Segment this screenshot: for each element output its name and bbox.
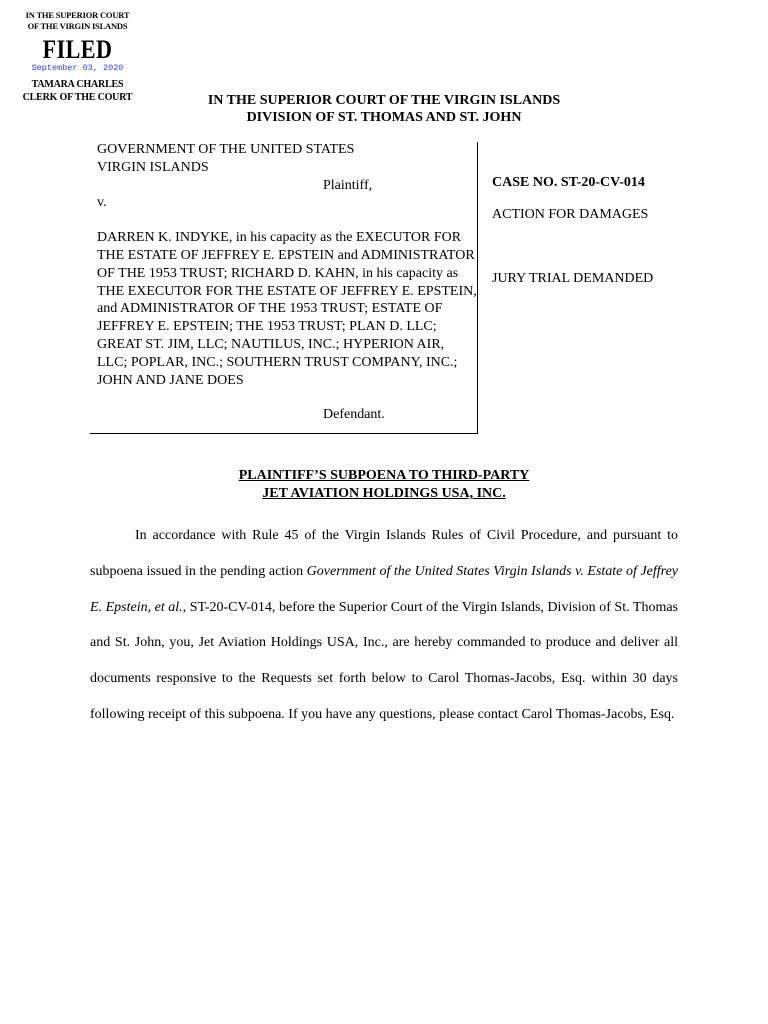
case-caption <box>97 141 477 424</box>
plaintiff-label: Plaintiff, <box>323 177 373 193</box>
plaintiff-line2: VIRGIN ISLANDS <box>97 159 209 175</box>
defendants-list: DARREN K. INDYKE, in his capacity as the EXECUTOR FOR THE ESTATE OF JEFFREY E. EPSTEIN and ADMINISTRATOR OF THE 1953 TRUST; RICHARD D. KAHN, in his capacity as THE EXECUTOR FOR THE ESTATE OF JEFFREY E. EPSTEIN, and ADMINISTRATOR OF THE 1953 TRUST; ESTATE OF JEFFREY E. EPSTEIN; THE 1953 TRUST; PLAN D. LLC; GREAT ST. JIM, LLC; NAUTILUS, INC.; HYPERION AIR, LLC; POPLAR, INC.; SOUTHERN TRUST COMPANY, INC.; JOHN AND JANE DOES <box>97 230 477 388</box>
filing-stamp <box>10 10 145 104</box>
court-heading-line2: DIVISION OF ST. THOMAS AND ST. JOHN <box>246 110 522 125</box>
body-text-part2: ST-20-CV-014, before the Superior Court of the Virgin Islands, Division of St. Thomas and St. John, you, Jet Aviation Holdings USA, Inc., are hereby commanded to produce and deliver all documents responsive to the Requests set forth below to Carol Thomas-Jacobs, Esq. within 30 days following receipt of this subpoena. If you have any questions, please contact Carol Thomas-Jacobs, Esq. <box>90 599 678 722</box>
body-paragraph <box>90 518 678 733</box>
court-heading-line1: IN THE SUPERIOR COURT OF THE VIRGIN ISLANDS <box>207 93 561 108</box>
case-number: CASE NO. ST-20-CV-014 <box>492 175 645 190</box>
defendant-label: Defendant. <box>323 407 385 423</box>
document-title-line1: PLAINTIFF’S SUBPOENA TO THIRD-PARTY <box>238 468 530 483</box>
stamp-clerk-name: TAMARA CHARLES <box>31 79 124 90</box>
document-title-line2: JET AVIATION HOLDINGS USA, INC. <box>262 486 506 501</box>
action-type: ACTION FOR DAMAGES <box>492 207 649 222</box>
stamp-court-line1: IN THE SUPERIOR COURT <box>25 10 130 20</box>
stamp-date: September 03, 2020 <box>31 63 124 73</box>
caption-divider-vertical <box>477 142 478 434</box>
stamp-filed: FILED <box>42 35 113 64</box>
plaintiff-line1: GOVERNMENT OF THE UNITED STATES <box>97 142 355 157</box>
jury-demand: JURY TRIAL DEMANDED <box>492 271 654 286</box>
case-name: Government of the United States Virgin Islands v. Estate of Jeffrey E. Epstein, et al., <box>90 563 679 615</box>
caption-divider-horizontal <box>90 433 478 434</box>
stamp-clerk-title: CLERK OF THE COURT <box>22 92 133 103</box>
versus: v. <box>97 195 107 211</box>
stamp-court-line2: OF THE VIRGIN ISLANDS <box>27 21 128 31</box>
body-text-part1: In accordance with Rule 45 of the Virgin Islands Rules of Civil Procedure, and pursuant to subpoena issued in the pending action <box>90 528 678 579</box>
